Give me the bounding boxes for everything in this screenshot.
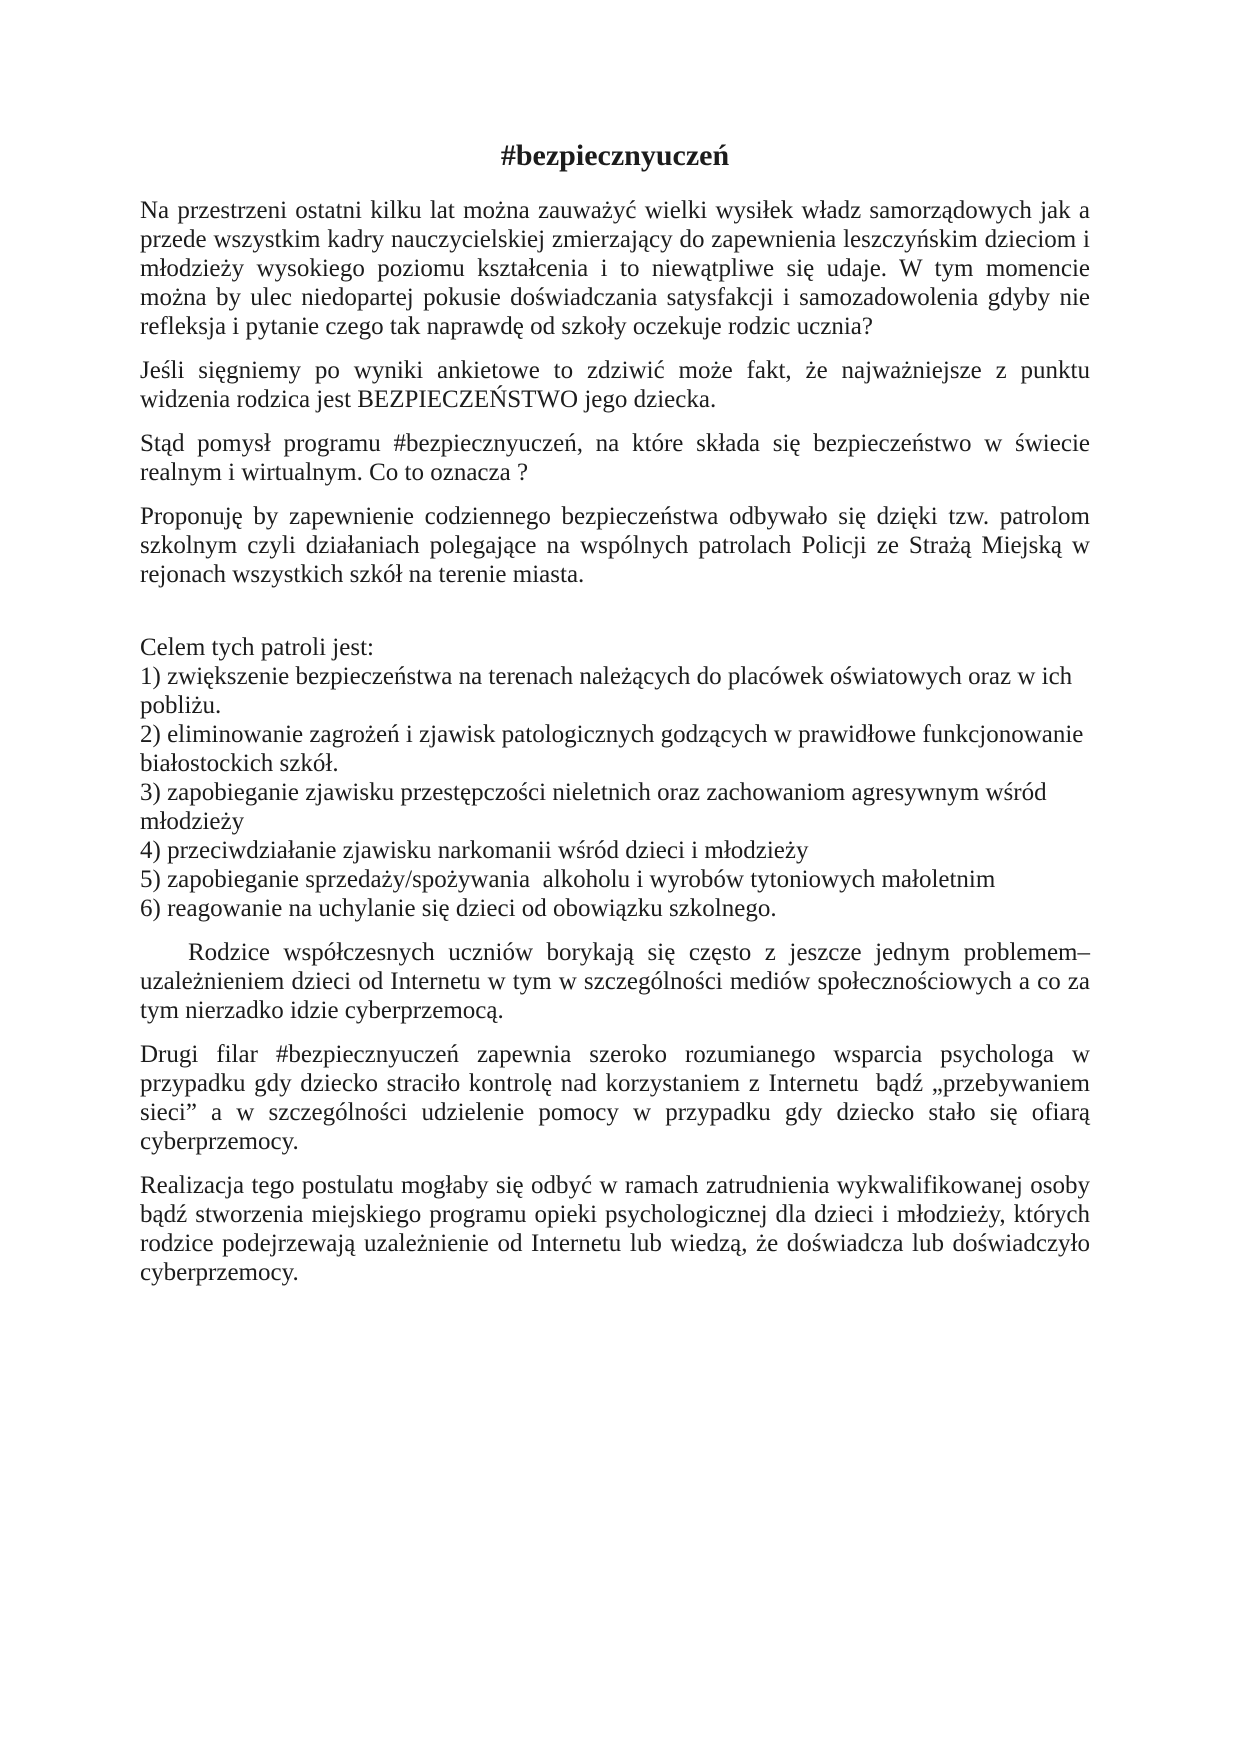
- paragraph-program-idea: Stąd pomysł programu #bezpiecznyuczeń, na które składa się bezpieczeństwo w świecie realnym i wirtualnym. Co to oznacza ?: [140, 430, 1090, 486]
- patrol-goals-list: [140, 633, 1090, 923]
- patrol-goal-item-1: 1) zwiększenie bezpieczeństwa na terenach należących do placówek oświatowych oraz w ich pobliżu.: [140, 663, 1073, 719]
- paragraph-second-pillar: Drugi filar #bezpiecznyuczeń zapewnia szeroko rozumianego wsparcia psychologa w przypadku gdy dziecko straciło kontrolę nad korzystaniem z Internetu bądź „przebywaniem sieci” a w szczególności udzielenie pomocy w przypadku gdy dziecko stało się ofiarą cyberprzemocy.: [140, 1041, 1090, 1155]
- paragraph-realization: Realizacja tego postulatu mogłaby się odbyć w ramach zatrudnienia wykwalifikowanej osoby bądź stworzenia miejskiego programu opieki psychologicznej dla dzieci i młodzieży, których rodzice podejrzewają uzależnienie od Internetu lub wiedzą, że doświadcza lub doświadczyło cyberprzemocy.: [140, 1172, 1090, 1286]
- patrol-goal-item-3: 3) zapobieganie zjawisku przestępczości nieletnich oraz zachowaniom agresywnym wśród młodzieży: [140, 779, 1047, 835]
- blank-line: [140, 604, 1090, 633]
- patrol-goal-item-6: 6) reagowanie na uchylanie się dzieci od obowiązku szkolnego.: [140, 895, 777, 922]
- paragraph-patrols: Proponuję by zapewnienie codziennego bezpieczeństwa odbywało się dzięki tzw. patrolom szkolnym czyli działaniach polegające na wspólnych patrolach Policji ze Strażą Miejską w rejonach wszystkich szkół na terenie miasta.: [140, 503, 1090, 588]
- patrol-goal-item-4: 4) przeciwdziałanie zjawisku narkomanii wśród dzieci i młodzieży: [140, 837, 809, 864]
- document-title: #bezpiecznyuczeń: [500, 139, 730, 172]
- paragraph-parents-problem: Rodzice współczesnych uczniów borykają się często z jeszcze jednym problemem– uzależnieniem dzieci od Internetu w tym w szczególności mediów społecznościowych a co za tym nierzadko idzie cyberprzemocą.: [140, 939, 1090, 1024]
- paragraph-intro: Na przestrzeni ostatni kilku lat można zauważyć wielki wysiłek władz samorządowych jak a przede wszystkim kadry nauczycielskiej zmierzający do zapewnienia leszczyńskim dzieciom i młodzieży wysokiego poziomu kształcenia i to niewątpliwe się udaje. W tym momencie można by ulec niedopartej pokusie doświadczania satysfakcji i samozadowolenia gdyby nie refleksja i pytanie czego tak naprawdę od szkoły oczekuje rodzic ucznia?: [140, 197, 1090, 340]
- patrol-goals-header: Celem tych patroli jest:: [140, 634, 374, 661]
- patrol-goal-item-2: 2) eliminowanie zagrożeń i zjawisk patologicznych godzących w prawidłowe funkcjonowanie białostockich szkół.: [140, 721, 1084, 777]
- patrol-goal-item-5: 5) zapobieganie sprzedaży/spożywania alkoholu i wyrobów tytoniowych małoletnim: [140, 866, 996, 893]
- paragraph-survey: Jeśli sięgniemy po wyniki ankietowe to zdziwić może fakt, że najważniejsze z punktu widzenia rodzica jest BEZPIECZEŃSTWO jego dziecka.: [140, 357, 1090, 413]
